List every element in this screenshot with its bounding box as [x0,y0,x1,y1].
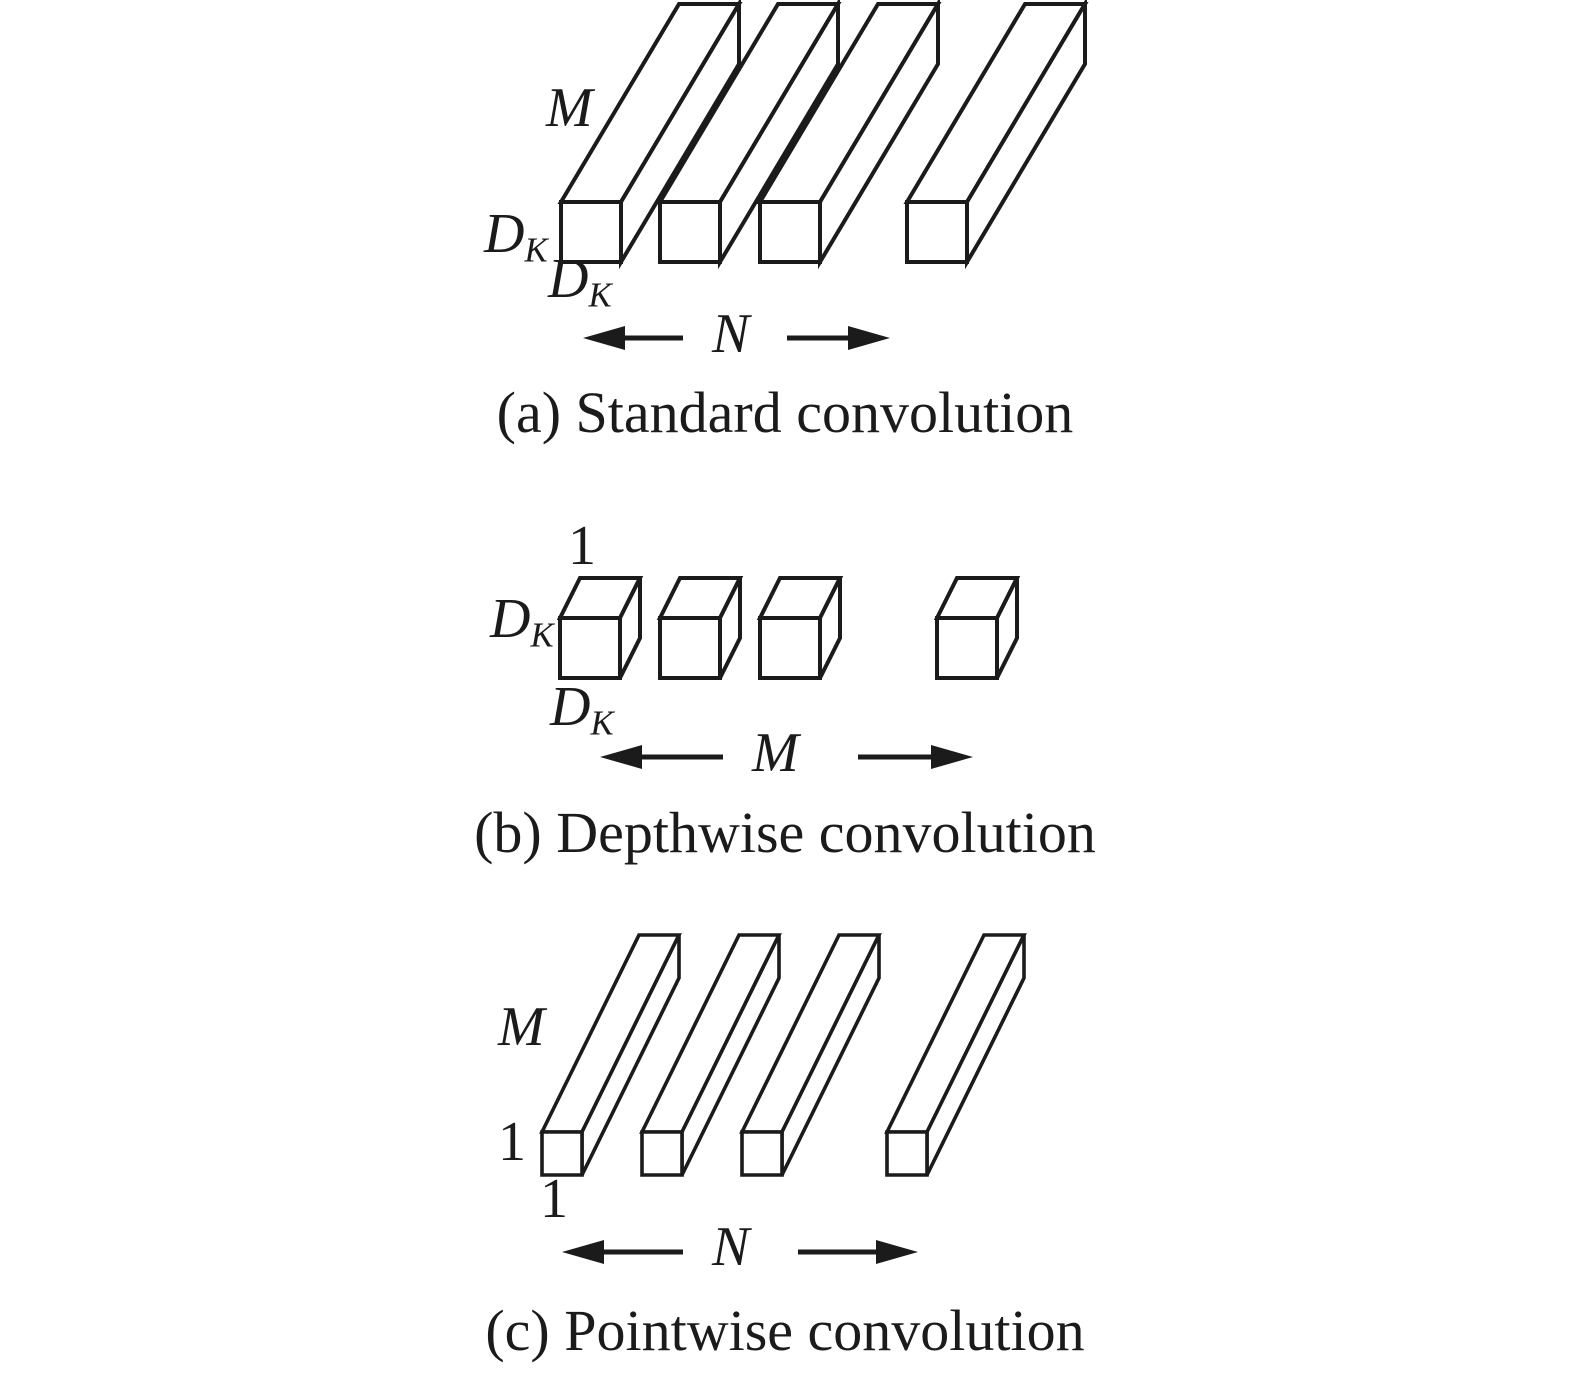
panel-a-standard-filters [561,4,1085,350]
panel-a-depth-label: M [546,77,593,139]
panel-c-caption: (c) Pointwise convolution [485,1298,1085,1363]
count-axis-arrow-right [798,1240,918,1264]
count-axis-arrow-right [787,326,890,350]
filter-rod [887,935,1024,1175]
panel-b-count-label: M [752,722,799,784]
count-axis-arrow-left [600,745,723,769]
panel-b-bottom-dk-label: $D_K$ [550,676,614,743]
panel-b-caption: (b) Depthwise convolution [474,800,1096,865]
filter-cube [660,578,740,678]
filter-cube [760,578,840,678]
panel-c-count-label: N [712,1216,750,1278]
count-axis-arrow-left [583,326,683,350]
count-axis-arrow-right [858,745,973,769]
panel-b-side-dk-label: $D_K$ [490,588,554,655]
panel-a-bottom-dk-label: $D_K$ [548,248,612,315]
panel-c-bottom-one-label: 1 [540,1168,568,1230]
panel-c-side-one-label: 1 [498,1111,526,1173]
panel-a-caption: (a) Standard convolution [496,380,1074,445]
panel-c-pointwise-filters [542,935,1024,1264]
panel-a-count-label: N [712,303,750,365]
filter-cube [937,578,1017,678]
filter-cube [560,578,640,678]
panel-a-side-dk-label: $D_K$ [484,203,548,270]
panel-c-depth-label: M [498,996,545,1058]
count-axis-arrow-left [562,1240,683,1264]
panel-b-top-one-label: 1 [568,515,596,577]
